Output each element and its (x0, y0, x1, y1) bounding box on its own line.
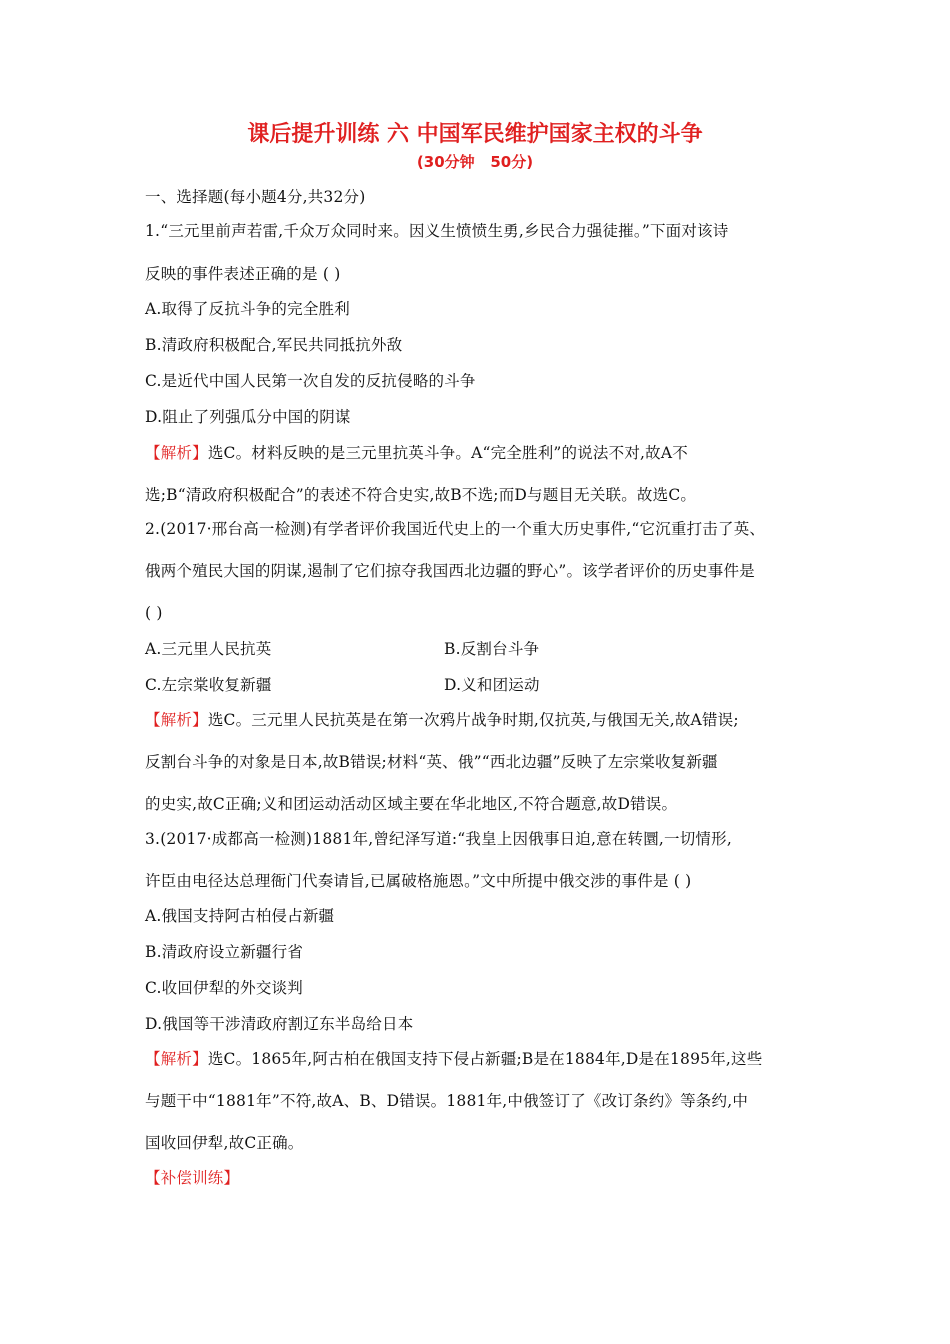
q2-analysis-line-3: 的史实,故C正确;义和团运动活动区域主要在华北地区,不符合题意,故D错误。 (145, 795, 678, 813)
q3-option-a: A.俄国支持阿古柏侵占新疆 (145, 907, 335, 925)
q3-analysis-text: 选C。1865年,阿古柏在俄国支持下侵占新疆;B是在1884年,D是在1895年,这些 (207, 1050, 763, 1068)
q2-option-b: B.反割台斗争 (444, 640, 540, 658)
analysis-tag: 【解析】 (145, 711, 208, 729)
q1-stem-line-1: 1.“三元里前声若雷,千众万众同时来。因义生愤愤生勇,乡民合力强徒摧。”下面对该诗 (145, 222, 729, 240)
q1-option-c: C.是近代中国人民第一次自发的反抗侵略的斗争 (145, 372, 476, 390)
q2-stem-line-3: ( ) (145, 604, 163, 622)
analysis-tag: 【解析】 (145, 444, 208, 462)
q3-analysis-line-1 (145, 1048, 762, 1070)
q2-option-a: A.三元里人民抗英 (145, 640, 272, 658)
q2-analysis-text: 选C。三元里人民抗英是在第一次鸦片战争时期,仅抗英,与俄国无关,故A错误; (207, 711, 739, 729)
q2-analysis-line-2: 反割台斗争的对象是日本,故B错误;材料“英、俄”“西北边疆”反映了左宗棠收复新疆 (145, 753, 718, 771)
q1-analysis-line-1 (145, 442, 688, 464)
q1-option-a: A.取得了反抗斗争的完全胜利 (145, 300, 350, 318)
q3-option-b: B.清政府设立新疆行省 (145, 943, 304, 961)
q1-stem-line-2: 反映的事件表述正确的是 ( ) (145, 265, 341, 283)
q3-analysis-line-2: 与题干中“1881年”不符,故A、B、D错误。1881年,中俄签订了《改订条约》等条约,中 (145, 1092, 749, 1110)
q1-option-b: B.清政府积极配合,军民共同抵抗外敌 (145, 336, 403, 354)
q2-option-c: C.左宗棠收复新疆 (145, 676, 272, 694)
q2-option-d: D.义和团运动 (444, 676, 540, 694)
q3-stem-line-2: 许臣由电径达总理衙门代奏请旨,已属破格施恩。”文中所提中俄交涉的事件是 ( ) (145, 872, 692, 890)
supplement-heading: 【补偿训练】 (145, 1169, 240, 1187)
q1-option-d: D.阻止了列强瓜分中国的阴谋 (145, 408, 351, 426)
q2-stem-line-2: 俄两个殖民大国的阴谋,遏制了它们掠夺我国西北边疆的野心”。该学者评价的历史事件是 (145, 562, 755, 580)
q3-option-d: D.俄国等干涉清政府割辽东半岛给日本 (145, 1015, 414, 1033)
q2-stem-line-1: 2.(2017·邢台高一检测)有学者评价我国近代史上的一个重大历史事件,“它沉重打击了英、 (145, 520, 766, 538)
analysis-tag: 【解析】 (145, 1050, 208, 1068)
section-heading: 一、选择题(每小题4分,共32分) (145, 188, 366, 206)
page-title: 课后提升训练 六 中国军民维护国家主权的斗争 (247, 122, 703, 147)
q3-analysis-line-3: 国收回伊犁,故C正确。 (145, 1134, 304, 1152)
q1-analysis-line-2: 选;B“清政府积极配合”的表述不符合史实,故B不选;而D与题目无关联。故选C。 (145, 486, 697, 504)
page-subtitle: (30分钟 50分) (416, 153, 534, 171)
q3-option-c: C.收回伊犁的外交谈判 (145, 979, 303, 997)
q2-analysis-line-1 (145, 709, 739, 731)
q3-stem-line-1: 3.(2017·成都高一检测)1881年,曾纪泽写道:“我皇上因俄事日迫,意在转圜,一切情形, (145, 830, 732, 848)
q1-analysis-text: 选C。材料反映的是三元里抗英斗争。A“完全胜利”的说法不对,故A不 (207, 444, 688, 462)
